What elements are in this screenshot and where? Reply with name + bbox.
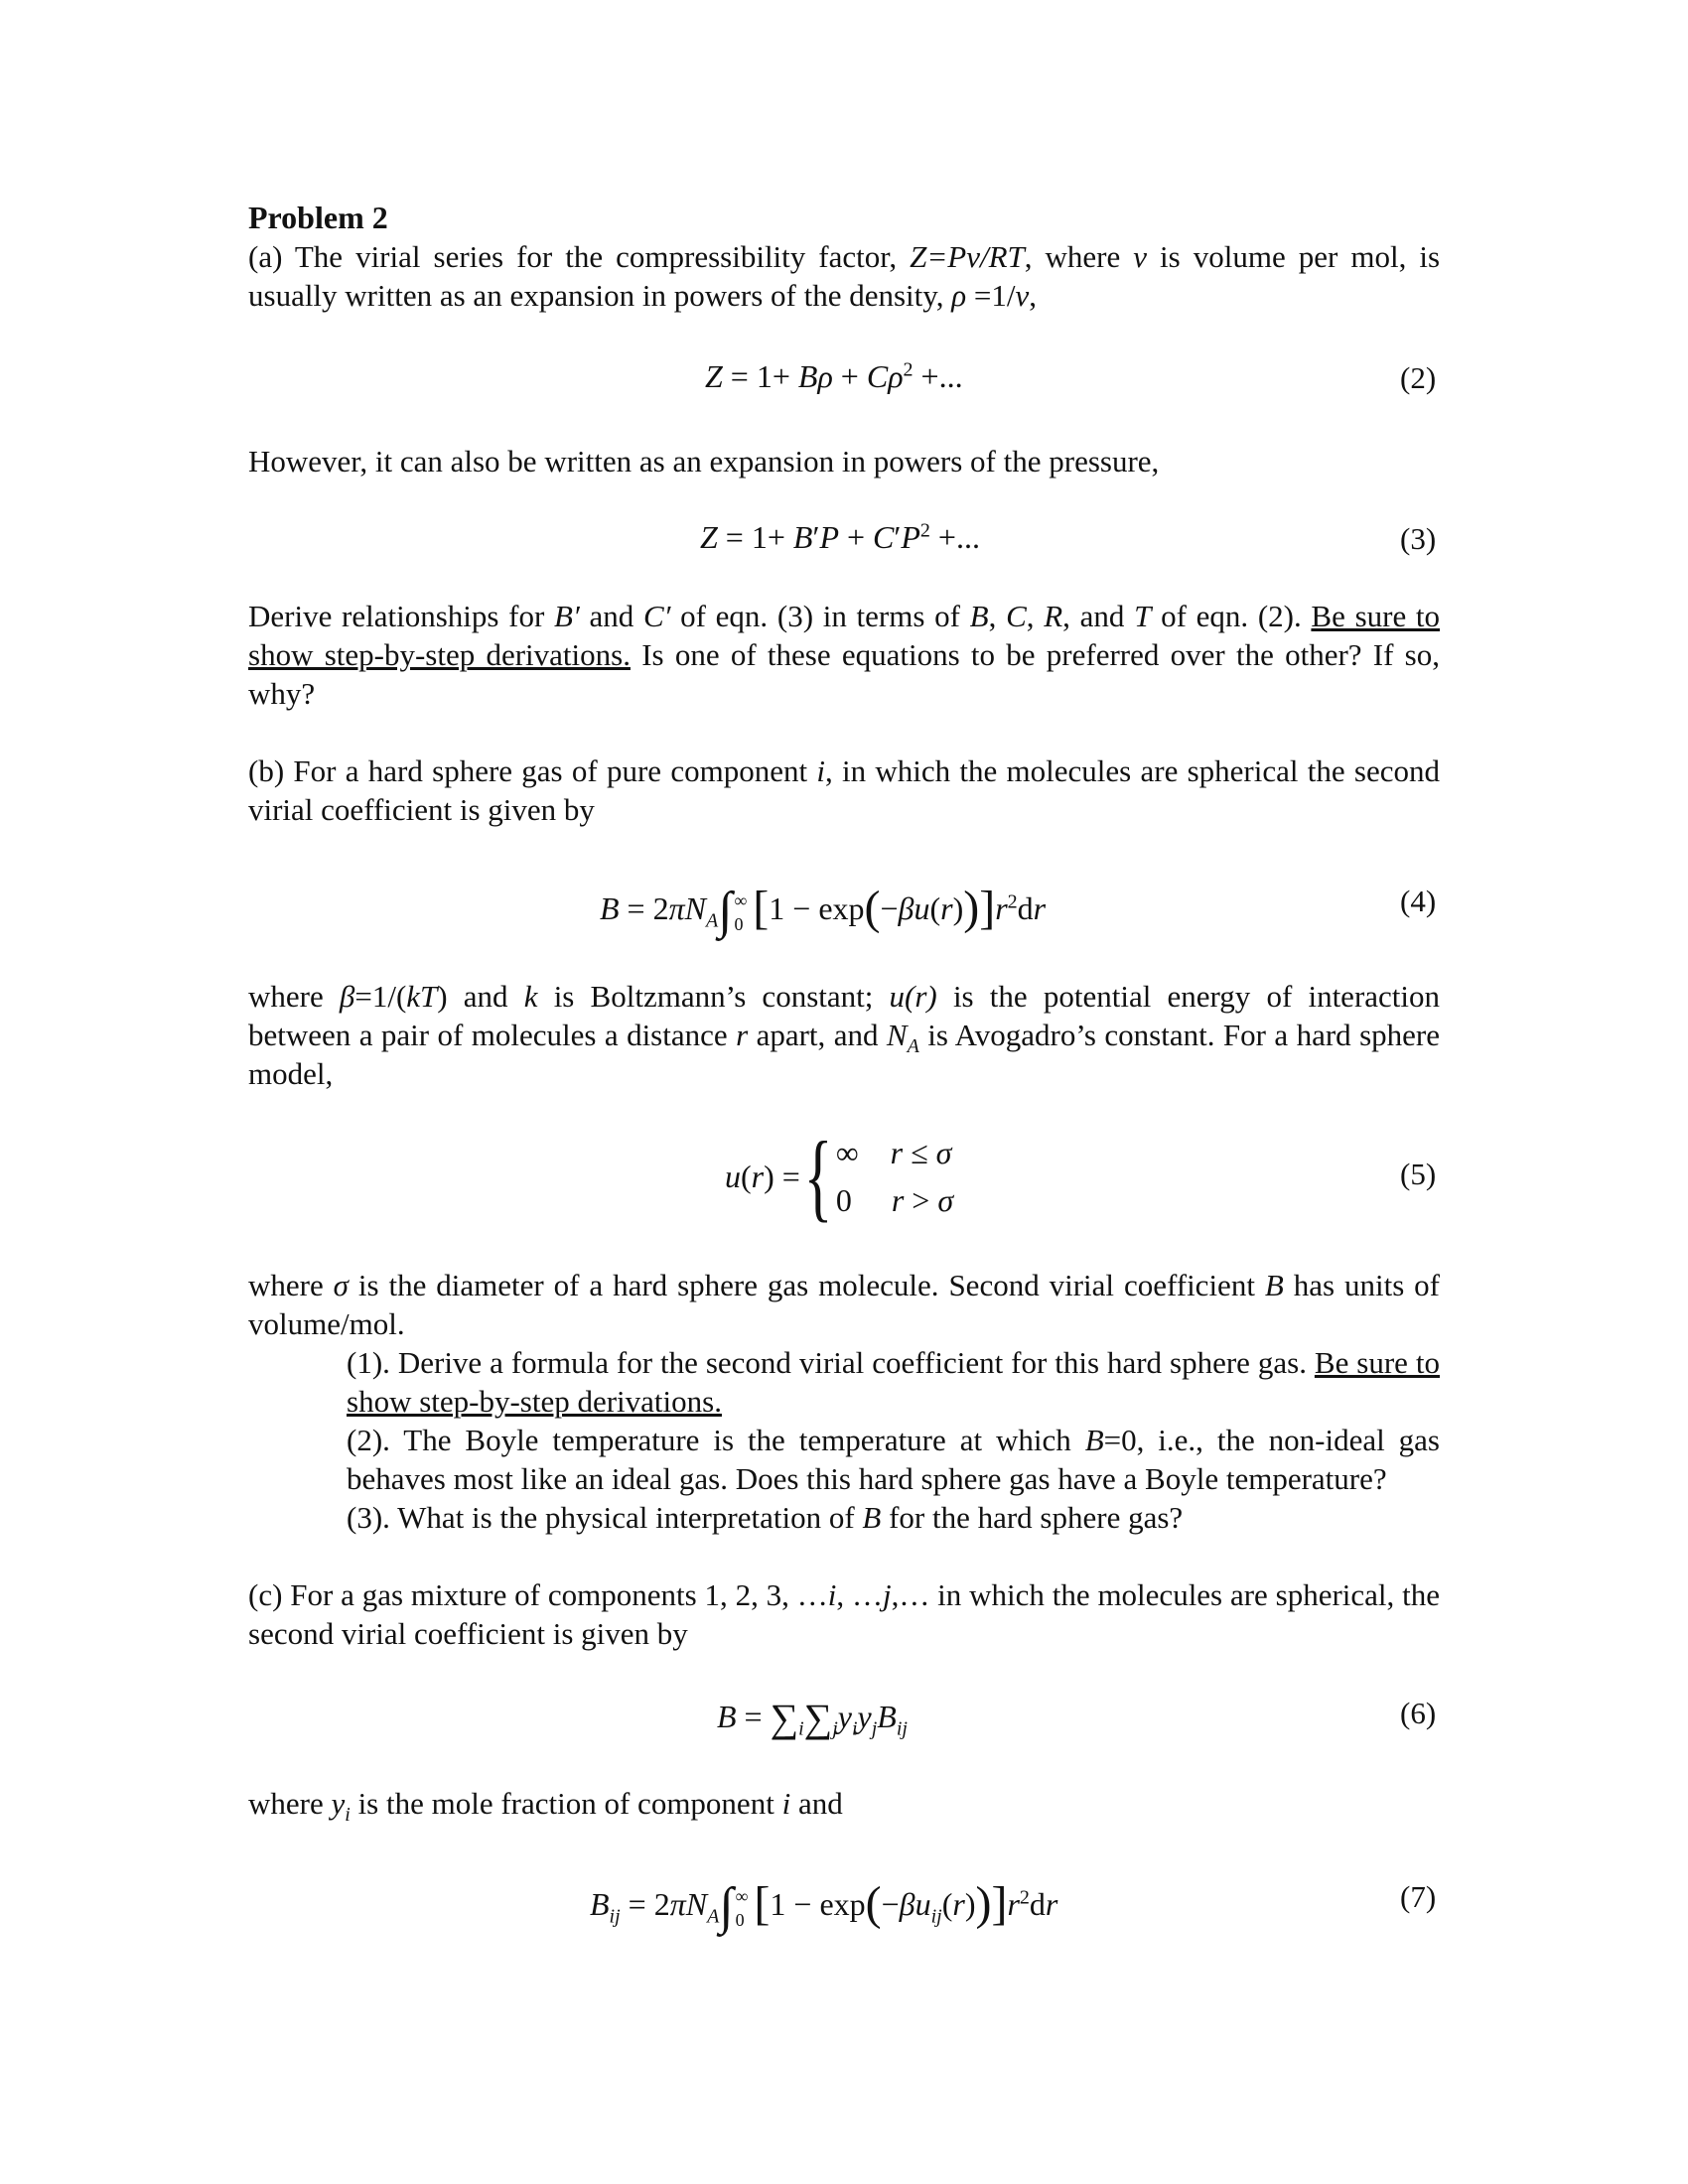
equation-2: $Z = 1+ B\rho + C\rho^2$ +...	[705, 358, 963, 394]
part-a-however: However, it can also be written as an expansion in powers of the pressure,	[248, 444, 1160, 478]
equation-7-number: (7)	[1400, 1879, 1437, 1914]
part-b-question-1: (1). Derive a formula for the second virial coefficient for this hard sphere gas. Be sure to show step-by-step derivations.	[347, 1345, 1440, 1419]
equation-3: $Z = 1+ B'P + C'P^2$ +...	[700, 519, 980, 555]
part-c-where: where $y_i$ is the mole fraction of component i and	[248, 1786, 843, 1827]
equation-5-number: (5)	[1400, 1157, 1437, 1191]
part-b-question-2: (2). The Boyle temperature is the temperature at which B=0, i.e., the non-ideal gas behaves most like an ideal gas. Does this hard sphere gas have a Boyle temperature?	[347, 1423, 1440, 1496]
equation-4: $B = 2\pi N_A\int$ ∞ 0 $[1 - \exp(-\beta u(r))]r^2dr$	[600, 882, 1047, 939]
equation-7: $B_{ij} = 2\pi N_A\int$ ∞ 0 $[1 - \exp(-\beta u_{ij}(r))]r^2dr$	[590, 1877, 1058, 1935]
problem-title: Problem 2	[248, 200, 388, 235]
equation-6-number: (6)	[1400, 1696, 1437, 1730]
equation-2-number: (2)	[1400, 360, 1437, 395]
part-b-question-3: (3). What is the physical interpretation of B for the hard sphere gas?	[347, 1500, 1184, 1535]
equation-4-number: (4)	[1400, 884, 1437, 918]
equation-6: $B = \sum_i\sum_jy_iy_jB_{ij}$	[717, 1696, 908, 1740]
part-a-derive: Derive relationships for B′ and C′ of eqn. (3) in terms of B, C, R, and T of eqn. (2). Be sure to show step-by-step derivations. Is one of these equations to be preferred over the other? If so, why?	[248, 599, 1441, 711]
equation-5: u(r) ={ ∞ r ≤ σ 0 r > σ	[725, 1121, 954, 1231]
part-b-where: where β=1/(kT) and k is Boltzmann’s constant; u(r) is the potential energy of interaction between a pair of molecules a distance r apart, and $N_A$ is Avogadro’s constant. For a hard sphere model,	[248, 979, 1441, 1091]
part-b-intro: (b) For a hard sphere gas of pure component i, in which the molecules are spherical the second virial coefficient is given by	[248, 753, 1440, 827]
part-b-sigma: where σ is the diameter of a hard sphere gas molecule. Second virial coefficient B has units of volume/mol.	[248, 1268, 1441, 1341]
equation-3-number: (3)	[1400, 521, 1437, 556]
part-c-intro: (c) For a gas mixture of components 1, 2, 3, …i, …j,… in which the molecules are spherical, the second virial coefficient is given by	[248, 1577, 1440, 1651]
part-a-intro: (a) The virial series for the compressibility factor, Z=Pv/RT, where v is volume per mol, is usually written as an expansion in powers of the density, ρ =1/v,	[248, 239, 1441, 313]
